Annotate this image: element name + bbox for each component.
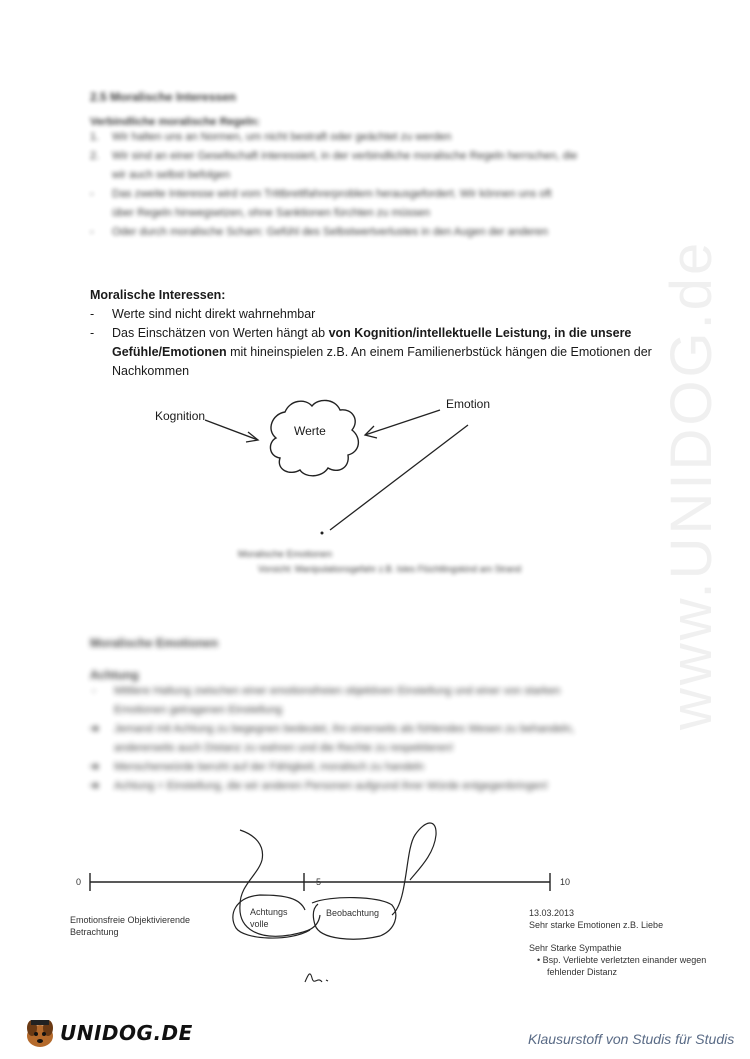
bullet-2: - Das Einschätzen von Werten hängt ab von Kognition/intellektuelle Leistung, in die unsere Gefühle/Emotionen mit hineinspielen z.B. An einem Familienerbstück hängen die Emotionen der Nachkommen <box>90 326 652 378</box>
watermark: www.UNIDOG.de <box>659 239 724 730</box>
list-item: wir auch selbst befolgen <box>112 169 231 181</box>
list-item: - Das zweite Interesse wird vom Trittbrettfahrerproblem herausgefordert. Wir können uns oft <box>90 188 552 200</box>
footer-logo-text: UNIDOG.DE <box>60 1021 193 1045</box>
section-title: Moralische Interessen: <box>90 288 226 302</box>
dog-icon <box>22 1016 58 1050</box>
blurred-subheading: Verbindliche moralische Regeln: <box>90 116 260 128</box>
achtungsvolle-label: Achtungs volle <box>250 907 288 929</box>
beobachtung-label: Beobachtung <box>326 908 380 918</box>
blurred-mid-block: Moralische Emotionen Vorsicht: Manipulationsgefahr z.B. Isles Flüchtlingskind am Strand <box>238 549 522 574</box>
scale-right-label: 13.03.2013 Sehr starke Emotionen z.B. Liebe <box>529 908 664 930</box>
footer-tagline: Klausurstoff von Studis für Studis <box>528 1031 735 1047</box>
blurred-heading: 2.5 Moralische Interessen <box>90 90 237 104</box>
scale-left-num: 0 <box>76 877 82 887</box>
werte-label: Werte <box>294 424 326 438</box>
emotion-label: Emotion <box>446 397 491 411</box>
list-item: über Regeln hinwegsetzen, ohne Sanktionen fürchten zu müssen <box>112 207 430 219</box>
blurred-bottom-block: Moralische Emotionen Achtung - Mittlere Haltung zwischen einer emotionsfreien objektiven Einstellung und einer von starken Emotionen getragenen Einstellung ➔ Jemand mit Achtung zu begegnen bedeutet, ihn einerseits als fühlendes Wesen zu behandeln, andererseits auch Distanz zu wahren und die Rechte zu respektieren! ➔ Menschenwürde beruht auf der Fähigkeit, moralisch zu handeln ➔ Achtung = Einstellung, die wir anderen Personen aufgrund ihrer Würde entgegenbringen! <box>90 636 575 792</box>
scale-mid-num: 5 <box>316 877 322 887</box>
list-item: - Oder durch moralische Scham: Gefühl des Selbstwertverlustes in den Augen der anderen <box>90 226 548 238</box>
bullet-1: - Werte sind nicht direkt wahrnehmbar <box>90 307 316 321</box>
list-item: 2. Wir sind an einer Gesellschaft interessiert, in der verbindliche moralische Regeln herrschen, die <box>90 150 578 162</box>
kognition-label: Kognition <box>155 409 206 423</box>
scale-left-label: Emotionsfreie Objektivierende Betrachtung <box>70 915 191 937</box>
scale-right-num: 10 <box>560 877 571 887</box>
list-item: 1. Wir halten uns an Normen, um nicht bestraft oder geächtet zu werden <box>90 131 452 143</box>
sympathie-block: Sehr Starke Sympathie • Bsp. Verliebte verletzten einander wegen fehlender Distanz <box>529 943 707 977</box>
footer-logo <box>22 1016 193 1050</box>
